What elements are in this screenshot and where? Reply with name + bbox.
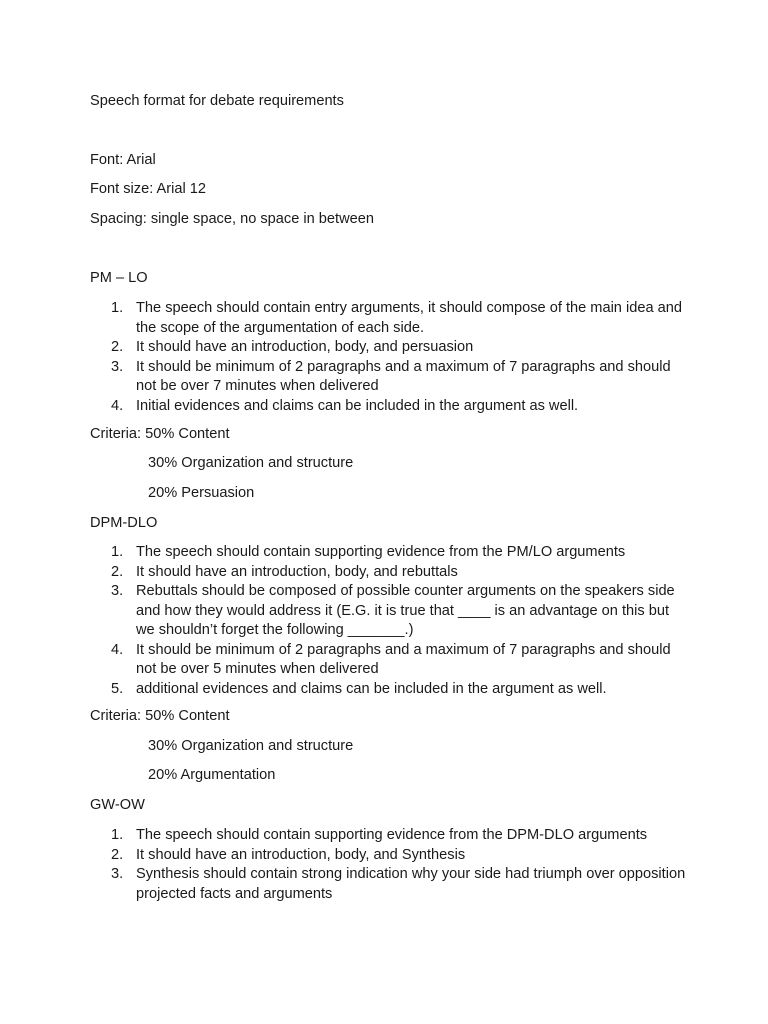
list-item (90, 846, 690, 866)
list-item-text: Synthesis should contain strong indication why your side had triumph over opposition projected facts and arguments (136, 866, 686, 902)
list-item (90, 397, 690, 417)
list-item (90, 865, 690, 904)
list-item (90, 563, 690, 583)
list-item (90, 338, 690, 358)
list-number: 2. (111, 846, 124, 863)
list-number: 4. (111, 641, 124, 658)
list-item (90, 299, 690, 338)
list-item-text: Initial evidences and claims can be included in the argument as well. (136, 397, 579, 414)
pm-lo-list (90, 299, 690, 416)
list-item-text: The speech should contain supporting evidence from the PM/LO arguments (136, 544, 626, 560)
list-number: 5. (111, 680, 124, 697)
list-item (90, 543, 690, 563)
list-item-text: It should have an introduction, body, and rebuttals (136, 563, 458, 580)
list-number: 3. (111, 583, 124, 599)
list-item-text: additional evidences and claims can be included in the argument as well. (136, 680, 607, 697)
font-requirement: Font: Arial (90, 152, 156, 168)
criteria-content: Criteria: 50% Content (90, 426, 230, 442)
list-item (90, 826, 690, 846)
gw-ow-list (90, 826, 690, 904)
section-heading-gw-ow: GW-OW (90, 797, 145, 813)
criteria-organization: 30% Organization and structure (148, 738, 354, 754)
list-item (90, 358, 690, 397)
list-number: 1. (111, 544, 124, 560)
list-number: 1. (111, 300, 124, 316)
list-item-text: It should be minimum of 2 paragraphs and a maximum of 7 paragraphs and should not be over 5 minutes when delivered (136, 641, 671, 677)
list-number: 4. (111, 397, 124, 414)
document-title: Speech format for debate requirements (90, 93, 344, 109)
list-item-text: The speech should contain entry arguments, it should compose of the main idea and the scope of the argumentation of each side. (136, 300, 682, 336)
list-item-text: The speech should contain supporting evidence from the DPM-DLO arguments (136, 827, 648, 843)
list-number: 2. (111, 339, 124, 355)
list-item (90, 582, 690, 641)
list-number: 3. (111, 866, 124, 882)
criteria-argumentation: 20% Argumentation (148, 767, 276, 783)
criteria-content: Criteria: 50% Content (90, 708, 230, 724)
font-size-requirement: Font size: Arial 12 (90, 181, 206, 197)
list-item-text: It should have an introduction, body, and Synthesis (136, 846, 466, 863)
spacing-requirement: Spacing: single space, no space in between (90, 211, 374, 227)
section-heading-pm-lo: PM – LO (90, 270, 148, 286)
list-number: 3. (111, 358, 124, 375)
criteria-organization: 30% Organization and structure (148, 455, 354, 471)
list-item (90, 680, 690, 700)
list-item (90, 641, 690, 680)
list-item-text: Rebuttals should be composed of possible counter arguments on the speakers side and how they would address it (E.G. it is true that ____ is an advantage on this but we shouldn’t forget the following _______.) (136, 583, 675, 638)
list-item-text: It should be minimum of 2 paragraphs and a maximum of 7 paragraphs and should not be over 7 minutes when delivered (136, 358, 671, 394)
list-number: 2. (111, 563, 124, 580)
dpm-dlo-list (90, 543, 690, 699)
section-heading-dpm-dlo: DPM-DLO (90, 515, 158, 531)
list-item-text: It should have an introduction, body, and persuasion (136, 339, 474, 355)
criteria-persuasion: 20% Persuasion (148, 485, 255, 501)
list-number: 1. (111, 827, 124, 843)
